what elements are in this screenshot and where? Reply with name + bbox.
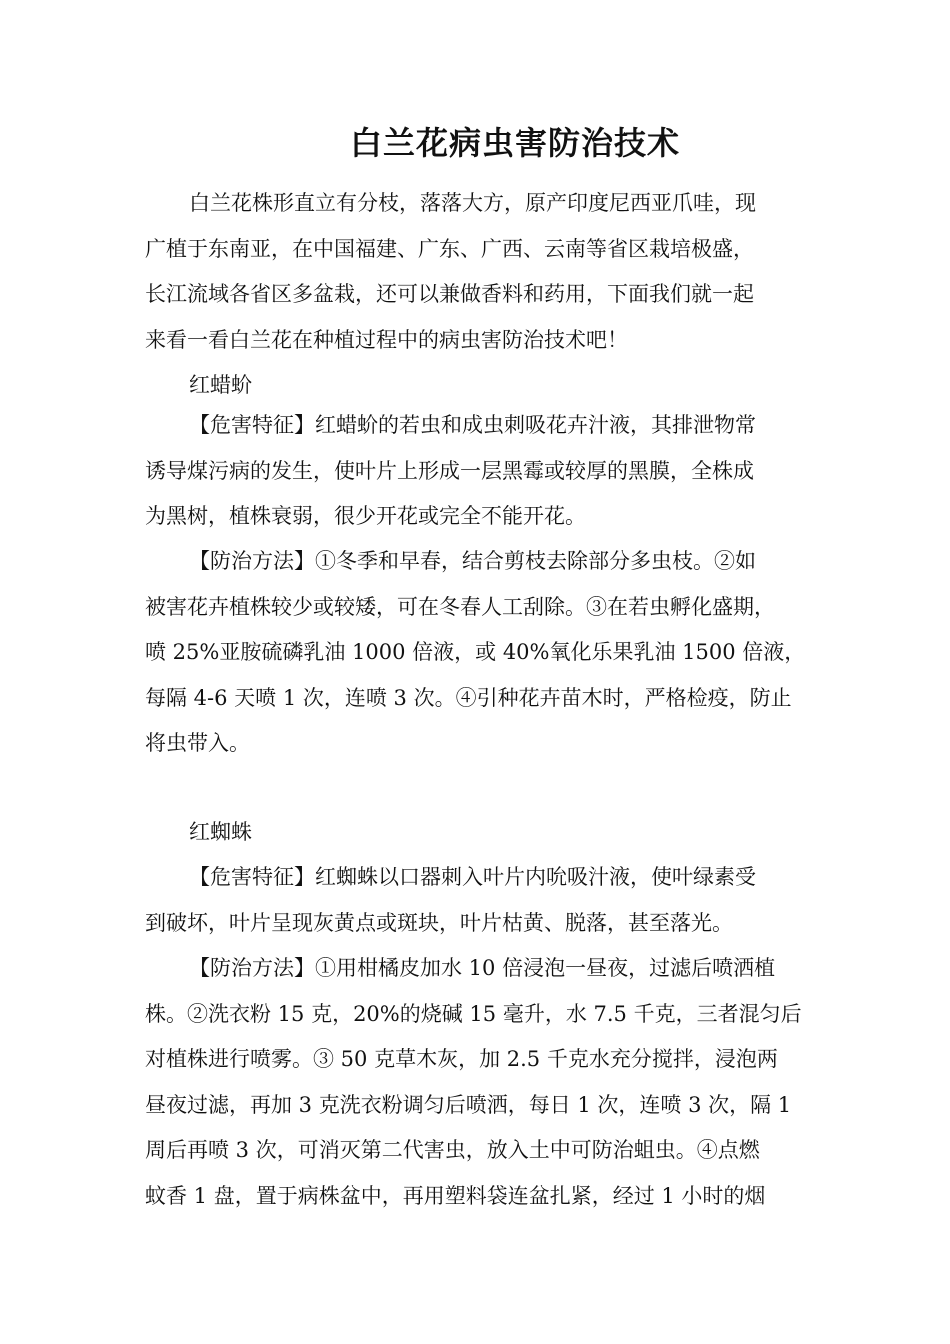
intro-line: 来看一看白兰花在种植过程中的病虫害防治技术吧！ <box>145 327 628 352</box>
intro-line: 广植于东南亚，在中国福建、广东、广西、云南等省区栽培极盛， <box>145 236 754 261</box>
section1-harm-paragraph <box>145 403 825 540</box>
harm-line: 为黑树，植株衰弱，很少开花或完全不能开花。 <box>145 504 586 529</box>
page-title: 白兰花病虫害防治技术 <box>349 124 680 162</box>
section-heading-red-wax-scale: 红蜡蚧 <box>189 373 252 397</box>
control-line: 周后再喷 3 次，可消灭第二代害虫，放入土中可防治蛆虫。④点燃 <box>145 1138 760 1163</box>
control-line: 被害花卉植株较少或较矮，可在冬春人工刮除。③在若虫孵化盛期， <box>145 594 775 619</box>
control-line: 蚊香 1 盘，置于病株盆中，再用塑料袋连盆扎紧，经过 1 小时的烟 <box>145 1183 766 1208</box>
section2-harm-paragraph <box>145 855 825 946</box>
control-line: 每隔 4-6 天喷 1 次，连喷 3 次。④引种花卉苗木时，严格检疫，防止 <box>145 685 792 710</box>
harm-line: 到破坏，叶片呈现灰黄点或斑块，叶片枯黄、脱落，甚至落光。 <box>145 910 733 935</box>
control-line: 【防治方法】①冬季和早春，结合剪枝去除部分多虫枝。②如 <box>189 549 756 573</box>
harm-line: 【危害特征】红蜡蚧的若虫和成虫刺吸花卉汁液，其排泄物常 <box>189 413 756 437</box>
intro-line: 白兰花株形直立有分枝，落落大方，原产印度尼西亚爪哇，现 <box>189 191 756 215</box>
harm-line: 【危害特征】红蜘蛛以口器刺入叶片内吮吸汁液，使叶绿素受 <box>189 865 756 889</box>
control-line: 对植株进行喷雾。③ 50 克草木灰，加 2.5 千克水充分搅拌，浸泡两 <box>145 1047 778 1072</box>
control-line: 将虫带入。 <box>145 731 250 756</box>
harm-line: 诱导煤污病的发生，使叶片上形成一层黑霉或较厚的黑膜，全株成 <box>145 458 754 483</box>
control-line: 株。②洗衣粉 15 克，20%的烧碱 15 毫升，水 7.5 千克，三者混匀后 <box>145 1001 802 1026</box>
section2-control-paragraph <box>145 946 825 1220</box>
section-heading-red-spider: 红蜘蛛 <box>189 820 252 844</box>
control-line: 昼夜过滤，再加 3 克洗衣粉调匀后喷洒，每日 1 次，连喷 3 次，隔 1 <box>145 1092 792 1117</box>
control-line: 喷 25%亚胺硫磷乳油 1000 倍液，或 40%氧化乐果乳油 1500 倍液， <box>145 640 806 665</box>
section1-control-paragraph <box>145 539 825 767</box>
intro-paragraph <box>145 181 825 363</box>
control-line: 【防治方法】①用柑橘皮加水 10 倍浸泡一昼夜，过滤后喷洒植 <box>189 956 776 980</box>
intro-line: 长江流域各省区多盆栽，还可以兼做香料和药用，下面我们就一起 <box>145 282 754 307</box>
